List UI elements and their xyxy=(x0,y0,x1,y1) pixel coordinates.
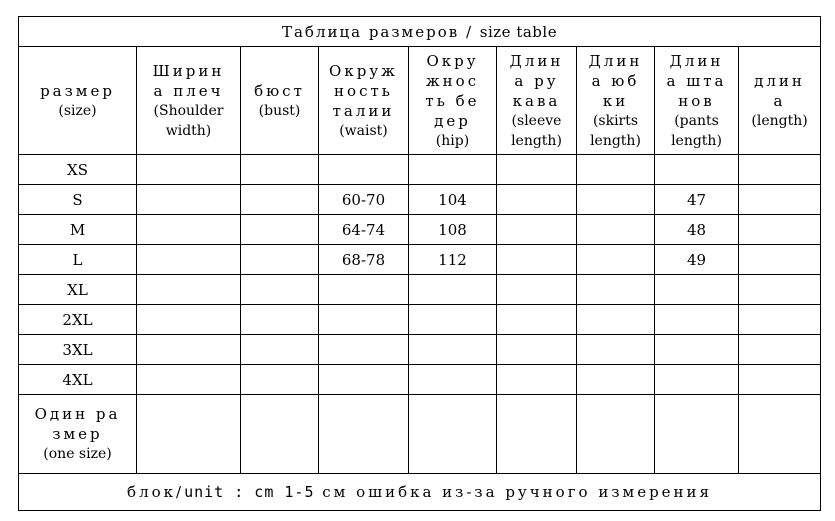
cell-pants xyxy=(655,335,739,365)
title-ru: Таблица размеров xyxy=(281,22,460,41)
cell-waist xyxy=(319,305,409,335)
cell-skirt xyxy=(577,155,655,185)
cell-pants xyxy=(655,155,739,185)
header-hip xyxy=(409,47,497,155)
header-skirt-length xyxy=(577,47,655,155)
cell-pants xyxy=(655,365,739,395)
header-ru-line: жнос xyxy=(425,71,480,90)
cell-shoulder xyxy=(137,275,241,305)
one-size-ru-line-2: змер xyxy=(52,425,103,443)
cell-shoulder xyxy=(137,155,241,185)
header-en-line: (waist) xyxy=(339,122,388,139)
header-ru-line: Ширин xyxy=(152,61,225,80)
cell-length xyxy=(739,185,821,215)
header-en-line: length) xyxy=(671,132,722,149)
one-size-en: (one size) xyxy=(43,446,112,462)
cell-shoulder xyxy=(137,335,241,365)
header-ru-line: ность xyxy=(334,81,393,100)
cell-skirt xyxy=(577,275,655,305)
cell-waist: 68-78 xyxy=(319,245,409,275)
cell-bust xyxy=(241,185,319,215)
cell-hip: 112 xyxy=(409,245,497,275)
header-en-line: length) xyxy=(590,132,641,149)
cell-bust xyxy=(241,305,319,335)
cell-length xyxy=(739,365,821,395)
header-size xyxy=(19,47,137,155)
header-length xyxy=(739,47,821,155)
header-ru-line: нов xyxy=(678,91,715,110)
footer-error-note: см ошибка из-за ручного измерения xyxy=(314,483,713,501)
header-shoulder-width xyxy=(137,47,241,155)
table-row xyxy=(19,305,821,335)
header-ru-line: а юб xyxy=(591,71,640,90)
cell-hip xyxy=(409,335,497,365)
size-table xyxy=(18,16,821,511)
cell-empty xyxy=(241,395,319,474)
header-ru-line: талии xyxy=(332,101,395,120)
header-en-line: width) xyxy=(165,122,212,139)
table-row xyxy=(19,335,821,365)
cell-shoulder xyxy=(137,365,241,395)
one-size-row xyxy=(19,395,821,474)
header-ru-line: длин xyxy=(754,71,805,90)
cell-sleeve xyxy=(497,305,577,335)
cell-bust xyxy=(241,335,319,365)
one-size-label xyxy=(19,395,137,474)
table-row xyxy=(19,245,821,275)
cell-hip xyxy=(409,275,497,305)
cell-sleeve xyxy=(497,215,577,245)
cell-size: 4XL xyxy=(19,365,137,395)
header-en-line: (pants xyxy=(674,112,719,129)
cell-hip xyxy=(409,305,497,335)
size-rows xyxy=(19,155,821,395)
cell-empty xyxy=(137,395,241,474)
header-en-line: (sleeve xyxy=(511,112,562,129)
title-separator: / xyxy=(459,22,480,41)
cell-skirt xyxy=(577,215,655,245)
header-row xyxy=(19,47,821,155)
cell-hip xyxy=(409,155,497,185)
header-en-line: (length) xyxy=(751,112,808,129)
cell-empty xyxy=(739,395,821,474)
cell-length xyxy=(739,275,821,305)
cell-bust xyxy=(241,245,319,275)
header-en-line: (bust) xyxy=(258,102,301,119)
header-ru-line: Длин xyxy=(669,51,724,70)
header-ru-line: а плеч xyxy=(153,81,224,100)
table-row xyxy=(19,365,821,395)
cell-waist xyxy=(319,335,409,365)
footer-unit-ru: блок/ xyxy=(127,483,185,501)
cell-hip xyxy=(409,365,497,395)
cell-size: XS xyxy=(19,155,137,185)
table-row xyxy=(19,275,821,305)
title-en: size table xyxy=(479,22,558,41)
header-en-line: (skirts xyxy=(592,112,639,129)
header-en-line: (Shoulder xyxy=(153,102,224,119)
cell-sleeve xyxy=(497,335,577,365)
cell-sleeve xyxy=(497,185,577,215)
header-en-line: (size) xyxy=(58,102,97,119)
cell-sleeve xyxy=(497,275,577,305)
header-ru-line: бюст xyxy=(254,81,305,100)
cell-shoulder xyxy=(137,245,241,275)
table-row xyxy=(19,215,821,245)
header-ru-line: Длин xyxy=(588,51,643,70)
cell-empty xyxy=(577,395,655,474)
cell-pants: 48 xyxy=(655,215,739,245)
header-waist xyxy=(319,47,409,155)
cell-skirt xyxy=(577,245,655,275)
cell-bust xyxy=(241,365,319,395)
footer-note xyxy=(19,474,821,511)
header-en-line: length) xyxy=(511,132,562,149)
cell-waist: 60-70 xyxy=(319,185,409,215)
cell-pants: 49 xyxy=(655,245,739,275)
cell-waist xyxy=(319,365,409,395)
cell-bust xyxy=(241,155,319,185)
cell-sleeve xyxy=(497,245,577,275)
footer-unit-en: unit : cm 1-5 xyxy=(184,483,315,501)
header-ru-line: Окруж xyxy=(329,61,398,80)
header-ru-line: дер xyxy=(434,111,471,130)
one-size-ru-line-1: Один ра xyxy=(34,405,121,423)
cell-hip: 104 xyxy=(409,185,497,215)
cell-size: 2XL xyxy=(19,305,137,335)
cell-pants: 47 xyxy=(655,185,739,215)
header-ru-line: кава xyxy=(512,91,561,110)
table-row xyxy=(19,155,821,185)
cell-size: M xyxy=(19,215,137,245)
cell-empty xyxy=(655,395,739,474)
table-row xyxy=(19,185,821,215)
header-ru-line: ки xyxy=(602,91,629,110)
cell-empty xyxy=(319,395,409,474)
cell-length xyxy=(739,155,821,185)
header-ru-line: Длин xyxy=(509,51,564,70)
cell-size: S xyxy=(19,185,137,215)
cell-skirt xyxy=(577,185,655,215)
cell-size: XL xyxy=(19,275,137,305)
cell-sleeve xyxy=(497,365,577,395)
cell-hip: 108 xyxy=(409,215,497,245)
cell-pants xyxy=(655,305,739,335)
cell-bust xyxy=(241,215,319,245)
header-ru-line: а xyxy=(773,91,786,110)
cell-skirt xyxy=(577,305,655,335)
cell-size: 3XL xyxy=(19,335,137,365)
cell-skirt xyxy=(577,335,655,365)
cell-length xyxy=(739,215,821,245)
cell-empty xyxy=(497,395,577,474)
table-title xyxy=(19,17,821,47)
cell-empty xyxy=(409,395,497,474)
header-bust xyxy=(241,47,319,155)
cell-bust xyxy=(241,275,319,305)
header-sleeve-length xyxy=(497,47,577,155)
header-pants-length xyxy=(655,47,739,155)
cell-sleeve xyxy=(497,155,577,185)
cell-skirt xyxy=(577,365,655,395)
cell-shoulder xyxy=(137,215,241,245)
cell-shoulder xyxy=(137,185,241,215)
cell-waist: 64-74 xyxy=(319,215,409,245)
cell-shoulder xyxy=(137,305,241,335)
cell-waist xyxy=(319,275,409,305)
cell-length xyxy=(739,305,821,335)
header-ru-line: а шта xyxy=(666,71,727,90)
header-en-line: (hip) xyxy=(435,132,470,149)
header-ru-line: Окру xyxy=(426,51,479,70)
cell-pants xyxy=(655,275,739,305)
cell-length xyxy=(739,245,821,275)
cell-waist xyxy=(319,155,409,185)
header-ru-line: ть бе xyxy=(425,91,480,110)
header-ru-line: а ру xyxy=(514,71,559,90)
cell-length xyxy=(739,335,821,365)
header-ru-line: размер xyxy=(40,81,115,100)
cell-size: L xyxy=(19,245,137,275)
